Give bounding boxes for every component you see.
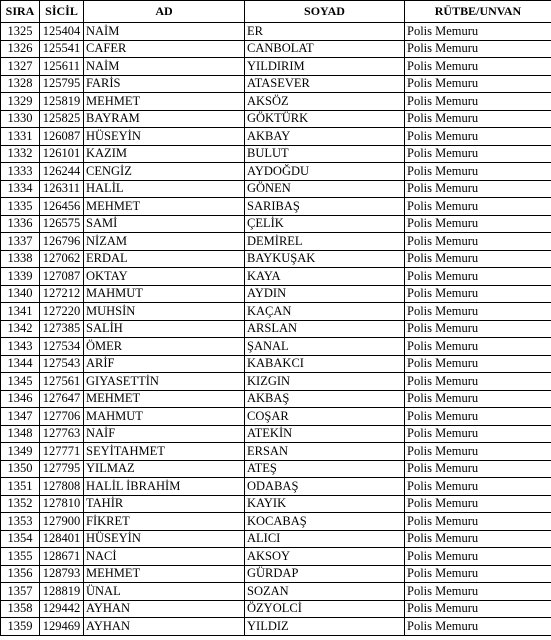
table-row <box>1 478 551 496</box>
cell-soyad: AKBAŞ <box>245 390 405 408</box>
cell-soyad: KOCABAŞ <box>245 513 405 531</box>
cell-sicil: 127220 <box>40 303 84 321</box>
cell-rutbe-unvan: Polis Memuru <box>405 355 551 373</box>
header-sicil: SİCİL <box>40 1 84 23</box>
cell-soyad: AKSOY <box>245 548 405 566</box>
table-row <box>1 215 551 233</box>
cell-sicil: 128819 <box>40 583 84 601</box>
cell-rutbe-unvan: Polis Memuru <box>405 128 551 146</box>
cell-sira: 1327 <box>1 58 40 76</box>
cell-ad: HÜSEYİN <box>84 128 245 146</box>
table-row <box>1 408 551 426</box>
cell-sicil: 127062 <box>40 250 84 268</box>
cell-ad: TAHİR <box>84 495 245 513</box>
cell-sira: 1339 <box>1 268 40 286</box>
cell-rutbe-unvan: Polis Memuru <box>405 215 551 233</box>
cell-sicil: 126244 <box>40 163 84 181</box>
table-row <box>1 180 551 198</box>
cell-ad: MEHMET <box>84 390 245 408</box>
table-row <box>1 390 551 408</box>
cell-soyad: GÖNEN <box>245 180 405 198</box>
cell-soyad: ÇELİK <box>245 215 405 233</box>
cell-rutbe-unvan: Polis Memuru <box>405 40 551 58</box>
cell-sira: 1343 <box>1 338 40 356</box>
cell-soyad: YILDIZ <box>245 618 405 636</box>
cell-sicil: 126311 <box>40 180 84 198</box>
cell-soyad: ÖZYOLCİ <box>245 600 405 618</box>
table-row <box>1 250 551 268</box>
cell-rutbe-unvan: Polis Memuru <box>405 58 551 76</box>
cell-sira: 1347 <box>1 408 40 426</box>
cell-sira: 1345 <box>1 373 40 391</box>
cell-ad: KAZIM <box>84 145 245 163</box>
cell-ad: MAHMUT <box>84 285 245 303</box>
table-row <box>1 268 551 286</box>
cell-sicil: 127763 <box>40 425 84 443</box>
table-row <box>1 443 551 461</box>
cell-rutbe-unvan: Polis Memuru <box>405 145 551 163</box>
cell-rutbe-unvan: Polis Memuru <box>405 548 551 566</box>
cell-sicil: 127810 <box>40 495 84 513</box>
table-row <box>1 338 551 356</box>
cell-rutbe-unvan: Polis Memuru <box>405 250 551 268</box>
cell-rutbe-unvan: Polis Memuru <box>405 93 551 111</box>
cell-sira: 1325 <box>1 23 40 41</box>
cell-sicil: 127087 <box>40 268 84 286</box>
table-row <box>1 600 551 618</box>
table-row <box>1 93 551 111</box>
cell-rutbe-unvan: Polis Memuru <box>405 303 551 321</box>
cell-sira: 1357 <box>1 583 40 601</box>
cell-sicil: 126087 <box>40 128 84 146</box>
table-row <box>1 373 551 391</box>
cell-sicil: 127900 <box>40 513 84 531</box>
cell-sira: 1346 <box>1 390 40 408</box>
cell-sicil: 129469 <box>40 618 84 636</box>
header-rutbe-unvan: RÜTBE/UNVAN <box>405 1 551 23</box>
cell-ad: BAYRAM <box>84 110 245 128</box>
cell-soyad: AYDIN <box>245 285 405 303</box>
cell-ad: AYHAN <box>84 618 245 636</box>
cell-sicil: 127771 <box>40 443 84 461</box>
table-row <box>1 513 551 531</box>
cell-sira: 1334 <box>1 180 40 198</box>
cell-rutbe-unvan: Polis Memuru <box>405 583 551 601</box>
cell-sira: 1336 <box>1 215 40 233</box>
cell-ad: GIYASETTİN <box>84 373 245 391</box>
cell-sira: 1330 <box>1 110 40 128</box>
cell-soyad: KAÇAN <box>245 303 405 321</box>
table-row <box>1 23 551 41</box>
cell-rutbe-unvan: Polis Memuru <box>405 513 551 531</box>
cell-rutbe-unvan: Polis Memuru <box>405 390 551 408</box>
cell-sira: 1344 <box>1 355 40 373</box>
cell-sicil: 128401 <box>40 530 84 548</box>
cell-sira: 1356 <box>1 565 40 583</box>
cell-rutbe-unvan: Polis Memuru <box>405 285 551 303</box>
cell-sira: 1337 <box>1 233 40 251</box>
cell-soyad: ER <box>245 23 405 41</box>
cell-ad: HALİL İBRAHİM <box>84 478 245 496</box>
header-sira: SIRA <box>1 1 40 23</box>
cell-soyad: KAYIK <box>245 495 405 513</box>
cell-rutbe-unvan: Polis Memuru <box>405 425 551 443</box>
cell-sicil: 127808 <box>40 478 84 496</box>
cell-rutbe-unvan: Polis Memuru <box>405 180 551 198</box>
table-row <box>1 58 551 76</box>
cell-ad: FİKRET <box>84 513 245 531</box>
cell-sicil: 125404 <box>40 23 84 41</box>
cell-soyad: YILDIRIM <box>245 58 405 76</box>
cell-rutbe-unvan: Polis Memuru <box>405 478 551 496</box>
cell-ad: HÜSEYİN <box>84 530 245 548</box>
cell-ad: SAMİ <box>84 215 245 233</box>
cell-rutbe-unvan: Polis Memuru <box>405 110 551 128</box>
cell-ad: SALİH <box>84 320 245 338</box>
cell-soyad: ARSLAN <box>245 320 405 338</box>
cell-sira: 1348 <box>1 425 40 443</box>
cell-sicil: 127212 <box>40 285 84 303</box>
cell-sira: 1332 <box>1 145 40 163</box>
cell-sira: 1341 <box>1 303 40 321</box>
cell-rutbe-unvan: Polis Memuru <box>405 163 551 181</box>
table-row <box>1 425 551 443</box>
cell-soyad: AKBAY <box>245 128 405 146</box>
cell-ad: NACİ <box>84 548 245 566</box>
cell-soyad: GÖKTÜRK <box>245 110 405 128</box>
table-row <box>1 530 551 548</box>
cell-soyad: AYDOĞDU <box>245 163 405 181</box>
cell-ad: CAFER <box>84 40 245 58</box>
cell-soyad: GÜRDAP <box>245 565 405 583</box>
cell-rutbe-unvan: Polis Memuru <box>405 23 551 41</box>
cell-sira: 1329 <box>1 93 40 111</box>
cell-rutbe-unvan: Polis Memuru <box>405 408 551 426</box>
cell-rutbe-unvan: Polis Memuru <box>405 320 551 338</box>
cell-ad: YILMAZ <box>84 460 245 478</box>
cell-sira: 1350 <box>1 460 40 478</box>
cell-soyad: BULUT <box>245 145 405 163</box>
cell-soyad: DEMİREL <box>245 233 405 251</box>
cell-sicil: 129442 <box>40 600 84 618</box>
cell-ad: AYHAN <box>84 600 245 618</box>
cell-rutbe-unvan: Polis Memuru <box>405 565 551 583</box>
table-row <box>1 198 551 216</box>
cell-sicil: 128793 <box>40 565 84 583</box>
table-row <box>1 565 551 583</box>
cell-soyad: ATASEVER <box>245 75 405 93</box>
cell-ad: NAİM <box>84 23 245 41</box>
cell-ad: MEHMET <box>84 93 245 111</box>
cell-ad: ÜNAL <box>84 583 245 601</box>
cell-sicil: 127647 <box>40 390 84 408</box>
table-row <box>1 320 551 338</box>
cell-sicil: 125825 <box>40 110 84 128</box>
cell-sira: 1340 <box>1 285 40 303</box>
cell-rutbe-unvan: Polis Memuru <box>405 495 551 513</box>
cell-sira: 1335 <box>1 198 40 216</box>
header-ad: AD <box>84 1 245 23</box>
cell-rutbe-unvan: Polis Memuru <box>405 460 551 478</box>
cell-sicil: 125611 <box>40 58 84 76</box>
cell-ad: CENGİZ <box>84 163 245 181</box>
cell-sicil: 125819 <box>40 93 84 111</box>
table-row <box>1 110 551 128</box>
cell-rutbe-unvan: Polis Memuru <box>405 75 551 93</box>
cell-ad: MEHMET <box>84 198 245 216</box>
cell-ad: ERDAL <box>84 250 245 268</box>
table-row <box>1 128 551 146</box>
cell-rutbe-unvan: Polis Memuru <box>405 530 551 548</box>
cell-sira: 1328 <box>1 75 40 93</box>
table-body <box>1 23 551 636</box>
cell-sicil: 126101 <box>40 145 84 163</box>
cell-soyad: ATEKİN <box>245 425 405 443</box>
cell-soyad: ERSAN <box>245 443 405 461</box>
cell-sicil: 127543 <box>40 355 84 373</box>
cell-soyad: SARIBAŞ <box>245 198 405 216</box>
table-row <box>1 163 551 181</box>
cell-sira: 1331 <box>1 128 40 146</box>
table-row <box>1 145 551 163</box>
cell-sicil: 128671 <box>40 548 84 566</box>
cell-rutbe-unvan: Polis Memuru <box>405 443 551 461</box>
cell-sira: 1333 <box>1 163 40 181</box>
cell-sira: 1359 <box>1 618 40 636</box>
cell-ad: NAİM <box>84 58 245 76</box>
table-row <box>1 40 551 58</box>
table-row <box>1 618 551 636</box>
table-row <box>1 75 551 93</box>
cell-sicil: 126796 <box>40 233 84 251</box>
cell-sira: 1351 <box>1 478 40 496</box>
cell-ad: MEHMET <box>84 565 245 583</box>
table-row <box>1 548 551 566</box>
cell-sira: 1352 <box>1 495 40 513</box>
header-soyad: SOYAD <box>245 1 405 23</box>
cell-rutbe-unvan: Polis Memuru <box>405 618 551 636</box>
cell-sicil: 127795 <box>40 460 84 478</box>
cell-soyad: ATEŞ <box>245 460 405 478</box>
cell-sicil: 127561 <box>40 373 84 391</box>
cell-ad: ÖMER <box>84 338 245 356</box>
cell-soyad: AKSÖZ <box>245 93 405 111</box>
table-row <box>1 460 551 478</box>
cell-sicil: 125541 <box>40 40 84 58</box>
cell-sicil: 126456 <box>40 198 84 216</box>
cell-ad: NİZAM <box>84 233 245 251</box>
cell-soyad: KIZGIN <box>245 373 405 391</box>
table-row <box>1 495 551 513</box>
cell-sicil: 126575 <box>40 215 84 233</box>
cell-sira: 1354 <box>1 530 40 548</box>
cell-sira: 1358 <box>1 600 40 618</box>
cell-soyad: COŞAR <box>245 408 405 426</box>
cell-rutbe-unvan: Polis Memuru <box>405 198 551 216</box>
header-row <box>1 1 551 23</box>
cell-rutbe-unvan: Polis Memuru <box>405 600 551 618</box>
cell-sicil: 127706 <box>40 408 84 426</box>
cell-soyad: KAYA <box>245 268 405 286</box>
table-row <box>1 285 551 303</box>
cell-soyad: CANBOLAT <box>245 40 405 58</box>
cell-sira: 1326 <box>1 40 40 58</box>
cell-sicil: 125795 <box>40 75 84 93</box>
cell-rutbe-unvan: Polis Memuru <box>405 338 551 356</box>
cell-ad: ARİF <box>84 355 245 373</box>
table-row <box>1 583 551 601</box>
cell-sicil: 127385 <box>40 320 84 338</box>
cell-ad: MAHMUT <box>84 408 245 426</box>
cell-sira: 1355 <box>1 548 40 566</box>
table-row <box>1 233 551 251</box>
cell-soyad: BAYKUŞAK <box>245 250 405 268</box>
cell-soyad: ALICI <box>245 530 405 548</box>
cell-soyad: ŞANAL <box>245 338 405 356</box>
cell-soyad: KABAKCI <box>245 355 405 373</box>
cell-ad: SEYİTAHMET <box>84 443 245 461</box>
cell-sicil: 127534 <box>40 338 84 356</box>
cell-ad: MUHSİN <box>84 303 245 321</box>
cell-ad: FARİS <box>84 75 245 93</box>
cell-sira: 1349 <box>1 443 40 461</box>
table-row <box>1 355 551 373</box>
cell-ad: HALİL <box>84 180 245 198</box>
cell-rutbe-unvan: Polis Memuru <box>405 268 551 286</box>
cell-sira: 1342 <box>1 320 40 338</box>
cell-rutbe-unvan: Polis Memuru <box>405 233 551 251</box>
table-row <box>1 303 551 321</box>
cell-ad: OKTAY <box>84 268 245 286</box>
cell-ad: NAİF <box>84 425 245 443</box>
cell-rutbe-unvan: Polis Memuru <box>405 373 551 391</box>
cell-sira: 1338 <box>1 250 40 268</box>
cell-sira: 1353 <box>1 513 40 531</box>
cell-soyad: ODABAŞ <box>245 478 405 496</box>
cell-soyad: SOZAN <box>245 583 405 601</box>
